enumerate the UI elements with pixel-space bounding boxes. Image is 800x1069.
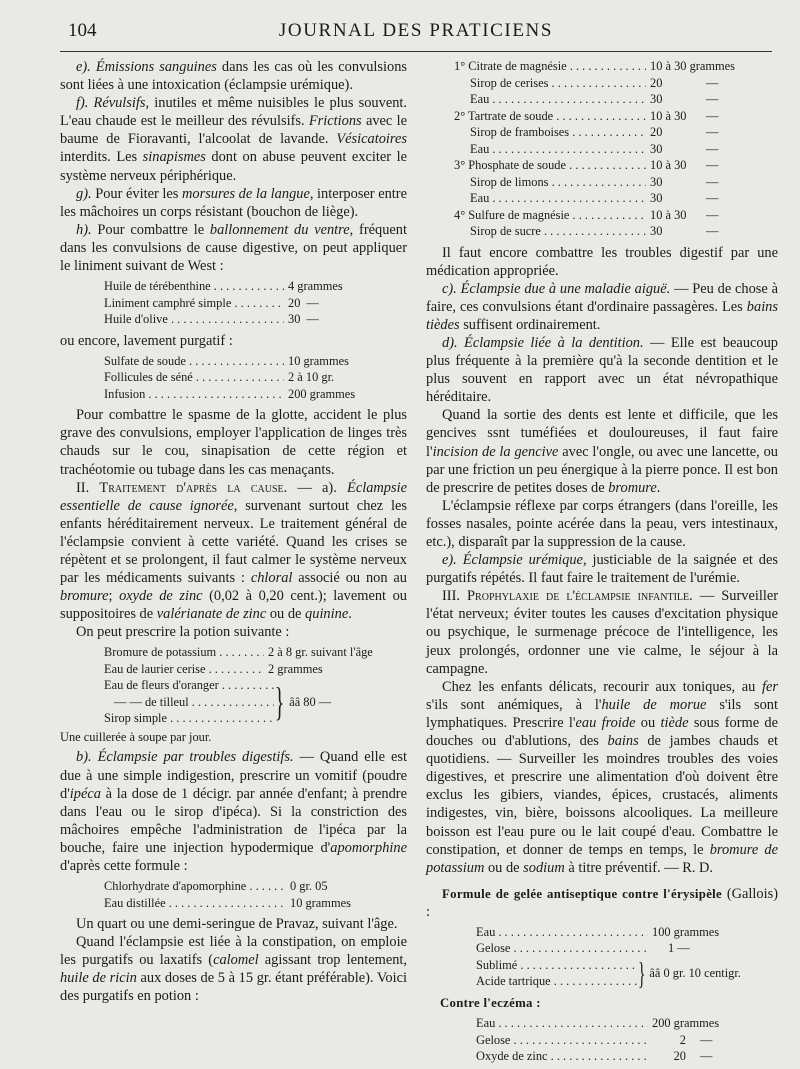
recipe-line: Eau de laurier cerise . . . 2 grammes	[104, 661, 394, 678]
paragraph: b). Éclampsie par troubles digestifs. — Quand elle est due à une simple indigestion, prescrire un vomitif (poudre d'ipéca à la dose de 1 décigr. par année d'enfant; à prendre dans l'eau ou le sirop d'ipéca). Si la constriction des mâchoires empêche l'administration de l'ipéca par la bouche, faire une injection hypodermique d'apomorphine d'après cette formule :	[60, 749, 407, 874]
recipe-line: Sirop de cerises . . . 20 —	[454, 75, 764, 92]
brace-symbol: }	[637, 955, 646, 992]
formula-heading: Formule de gelée antiseptique contre l'érysipèle (Gallois) :	[426, 885, 778, 920]
paragraph: Quand l'éclampsie est liée à la constipation, on emploie les purgatifs ou laxatifs (calomel agissant trop lentement, huile de ricin aux doses de 5 à 15 gr. étant préférable). Voici des purgatifs en potion :	[60, 934, 407, 1005]
recipe-line: Sublimé . . .	[476, 957, 638, 974]
paragraph: L'éclampsie réflexe par corps étrangers (dans l'oreille, les fosses nasales, pointe acérée dans la peau, vers intestinaux, etc.), disparaît par la suppression de la cause.	[426, 497, 778, 550]
recipe-line: Chlorhydrate d'apomorphine . . . 0 gr. 05	[104, 878, 364, 895]
recipe-line: Gelose . . . 2 —	[476, 1032, 766, 1049]
recipe-line: Eau . . . 30 —	[454, 91, 764, 108]
recipe-line: Sirop de framboises . . . 20 —	[454, 124, 764, 141]
recipe-line: Infusion . . . 200 grammes	[104, 386, 374, 403]
eczema-heading: Contre l'eczéma :	[440, 995, 541, 1010]
recipe-brace-group	[476, 957, 766, 990]
brace-symbol: }	[274, 679, 285, 725]
recipe-eczema	[476, 1015, 766, 1065]
recipe-line: Sirop de limons . . . 30 —	[454, 174, 764, 191]
paragraph: e). Éclampsie urémique, justiciable de la saignée et des purgatifs répétés. Il faut faire le traitement de l'urémie.	[426, 552, 778, 587]
recipe-lavement	[104, 353, 374, 403]
brace-amount: ââ 80 —	[289, 694, 332, 709]
recipe-apomorphine	[104, 878, 364, 911]
left-column	[60, 58, 407, 1006]
recipe-line: Huile d'olive . . . 30 —	[104, 311, 354, 328]
recipe-line: Gelose . . . 1 —	[476, 940, 766, 957]
paragraph: II. Traitement d'après la cause. — a). Éclampsie essentielle de cause ignorée, survenant surtout chez les enfants héréditairement nerveux. Le traitement général de l'éclampsie convient à cette variété. Quand les crises se répètent et se prolongent, il faut calmer le système nerveux par les médicaments suivants : chloral associé ou non au bromure; oxyde de zinc (0,02 à 0,20 cent.); lavement ou suppositoires de valérianate de zinc ou de quinine.	[60, 479, 407, 623]
recipe-line: Oxyde de zinc . . . 20 —	[476, 1048, 766, 1065]
paragraph: On peut prescrire la potion suivante :	[76, 624, 290, 641]
recipe-line: Sirop simple . . .	[104, 710, 274, 727]
page-number: 104	[68, 20, 97, 41]
recipe-line: Sulfate de soude . . . 10 grammes	[104, 353, 374, 370]
recipe-line: Eau de fleurs d'oranger . . .	[104, 677, 274, 694]
recipe-potion-bromure	[104, 644, 394, 727]
journal-title: JOURNAL DES PRATICIENS	[278, 20, 554, 41]
paragraph: d). Éclampsie liée à la dentition. — Elle est beaucoup plus fréquente à la première qu'à la seconde dentition et le plus souvent en rapport avec un état névropathique héréditaire.	[426, 334, 778, 406]
recipe-line: — — de tilleul . . .	[104, 694, 274, 711]
recipe-line: Acide tartrique . . .	[476, 973, 638, 990]
paragraph: c). Éclampsie due à une maladie aiguë. — Peu de chose à faire, ces convulsions étant d'ordinaire passagères. Les bains tièdes suffisent ordinairement.	[426, 280, 778, 333]
recipe-line: Bromure de potassium . . . 2 à 8 gr. suivant l'âge	[104, 644, 394, 661]
page-header	[60, 14, 772, 46]
recipe-line: Sirop de sucre . . . 30 —	[454, 223, 764, 240]
header-rule	[60, 51, 772, 52]
paragraph: h). Pour combattre le ballonnement du ventre, fréquent dans les convulsions de cause digestive, on peut appliquer le liniment suivant de West :	[60, 221, 407, 275]
paragraph: III. Prophylaxie de l'éclampsie infantile. — Surveiller l'état nerveux; éviter toutes les causes d'excitation physique ou psychique, le surmenage précoce de l'intelligence, les jeux prolongés, ordonner une vie calme, le séjour à la campagne.	[426, 588, 778, 677]
recipe-line: Eau . . . 30 —	[454, 141, 764, 158]
recipe-line: 1° Citrate de magnésie . . . 10 à 30 grammes	[454, 58, 764, 75]
recipe-line: 4° Sulfure de magnésie . . . 10 à 30 —	[454, 207, 764, 224]
recipe-brace-group	[104, 677, 394, 727]
recipe-line: Eau distillée . . . 10 grammes	[104, 895, 364, 912]
right-column	[426, 58, 778, 1069]
paragraph: ou encore, lavement purgatif :	[60, 332, 233, 349]
recipe-line: 3° Phosphate de soude . . . 10 à 30 —	[454, 157, 764, 174]
recipe-line: Follicules de séné . . . 2 à 10 gr.	[104, 369, 374, 386]
recipe-west-liniment	[104, 278, 354, 328]
paragraph: Il faut encore combattre les troubles digestif par une médication appropriée.	[426, 244, 778, 279]
recipe-line: Eau . . . 200 grammes	[476, 1015, 766, 1032]
recipe-line: Eau . . . 100 grammes	[476, 924, 766, 941]
recipe-line: Eau . . . 30 —	[454, 190, 764, 207]
paragraph: e). Émissions sanguines dans les cas où les convulsions sont liées à une intoxication (éclampsie urémique).	[60, 59, 408, 94]
recipe-line: 2° Tartrate de soude . . . 10 à 30 —	[454, 108, 764, 125]
paragraph: Quand la sortie des dents est lente et difficile, que les gencives ssnt tuméfiées et douloureuses, il faut faire l'incision de la gencive avec l'ongle, ou avec une lancette, ou par une friction un peu énergique à la pierre ponce. Il est bon de prescrire de petites doses de bromure.	[426, 407, 779, 496]
recipe-line: Huile de térébenthine . . . 4 grammes	[104, 278, 354, 295]
paragraph: Chez les enfants délicats, recourir aux toniques, au fer s'ils sont anémiques, à l'huile de morue s'ils sont lymphatiques. Prescrire l'eau froide ou tiède sous forme de douches ou d'ablutions, des bains de jambes chauds et quotidiens. — Surveiller les moindres troubles des voies digestives, et prescrire une alimentation d'où doivent être exclus les gibiers, viandes, épices, crustacés, aliments indigestes, vin, bière, boissons alcooliques. La meilleure boisson est l'eau pure ou le lait coupé d'eau. Combattre le constipation, et donner de temps en temps, le bromure de potassium ou de sodium à titre préventif. — R. D.	[426, 678, 778, 876]
paragraph: f). Révulsifs, inutiles et même nuisibles le plus souvent. L'eau chaude est le meilleur des révulsifs. Frictions avec le baume de Fioravanti, l'alcoolat de lavande. Vésicatoires interdits. Les sinapismes dont on abuse peuvent exciter le système nerveux périphérique.	[60, 95, 407, 184]
recipe-note: Une cuillerée à soupe par jour.	[60, 729, 212, 744]
paragraph: Pour combattre le spasme de la glotte, accident le plus grave des convulsions, employer l'application de linges très chauds sur le cou, sinapisation de cette région et trachéotomie ou tubage dans les cas menaçants.	[60, 407, 407, 478]
brace-amount: ââ 0 gr. 10 centigr.	[649, 966, 741, 981]
recipe-line: Liniment camphré simple . . . 20 —	[104, 295, 354, 312]
recipe-purgatifs	[454, 58, 764, 240]
paragraph: g). Pour éviter les morsures de la langue, interposer entre les mâchoires un corps résistant (bouchon de liège).	[60, 185, 407, 220]
recipe-gelee-erysipele	[476, 924, 766, 990]
paragraph: Un quart ou une demi-seringue de Pravaz, suivant l'âge.	[76, 916, 398, 933]
